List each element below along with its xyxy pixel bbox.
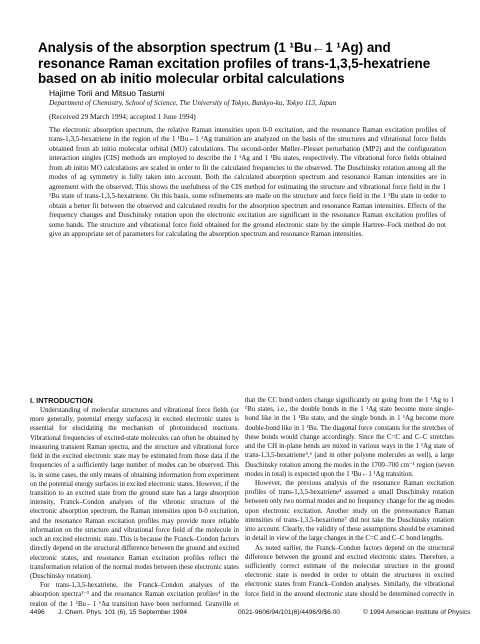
journal-citation: J. Chem. Phys. 101 (6), 15 September 1994 <box>58 609 188 616</box>
authors: Hajime Torii and Mitsuo Tasumi <box>49 88 165 98</box>
intro-paragraph-3: that the CC bond orders change significantly on going from the 1 ¹Ag to 1 ¹Bu states, i.e., the double bonds in the 1 ¹Ag state become more single-bond like in the 1 ¹Bu state, and the single bonds in 1 ¹Ag become more double-bond like in 1 ¹Bu. The diagonal force constants for the stretches of these bonds would change accordingly. Since the C=C and C–C stretches and the CH in-plane bends are mixed in various ways in the 1 ¹Ag state of trans-1,3,5-hexatriene⁵,⁶ (and in other polyene molecules as well), a large Duschinsky rotation among the modes in the 1700–700 cm⁻¹ region (seven modes in total) is expected upon the 1 ¹Bu←1 ¹Ag transition. <box>245 397 454 478</box>
intro-paragraph-1: Understanding of molecular structures and vibrational force fields (or more generally, potential energy surfaces) in excited electronic states is essential for elucidating the mechanism of photoinduced reactions. Vibrational frequencies of excited-state molecules can often be obtained by measuring transient Raman spectra, and the structure and vibrational force field in the excited electronic state may be estimated from those data if the frequencies of a sufficiently large number of modes can be observed. This is, in some cases, the only means of obtaining information from experiment on the potential energy surfaces in excited electronic states. However, if the transition to an excited state from the ground state has a large absorption intensity, Franck–Condon analyses of the vibronic structure of the electronic absorption spectrum, the Raman intensities upon 0-0 excitation, and the resonance Raman excitation profiles may provide more reliable information on the structure and vibrational force field of the molecule in such an excited electronic state. This is because the Franck–Condon factors directly depend on the structural difference between the ground and excited electronic states, and resonance Raman excitation profiles reflect the transformation relation of the normal modes between these electronic states (Duschinsky rotation). <box>30 407 239 580</box>
article-code: 0021-9606/94/101(6)/4496/9/$6.00 <box>238 609 340 616</box>
paper-title: Analysis of the absorption spectrum (1 ¹Bu←1 ¹Ag) and resonance Raman excitation profiles of trans-1,3,5-hexatriene based on ab initio molecular orbital calculations <box>38 40 431 86</box>
left-column <box>30 406 239 606</box>
page-footer <box>30 609 471 621</box>
intro-paragraph-4: However, the previous analysis of the resonance Raman excitation profiles of trans-1,3,5-hexatriene⁴ assumed a small Duschinsky rotation between only two normal modes and no frequency change for the ag modes upon electronic excitation. Another study on the preresonance Raman intensities of trans-1,3,5-hexatriene⁷ did not take the Duschinsky rotation into account. Clearly, the validity of these assumptions should be examined in detail in view of the large changes in the C=C and C–C bond lengths. <box>245 479 454 543</box>
section-heading: I. INTRODUCTION <box>30 396 93 405</box>
received-dates: (Received 29 March 1994; accepted 1 June 1994) <box>49 112 196 121</box>
intro-paragraph-2: For trans-1,3,5-hexatriene, the Franck–Condon analyses of the absorption spectra¹⁻³ and the resonance Raman excitation profiles⁴ in the region of the 1 ¹Bu←1 ¹Ag transition have been performed. Granville et <box>30 582 239 606</box>
copyright-notice: © 1994 American Institute of Physics <box>363 609 471 616</box>
abstract: The electronic absorption spectrum, the relative Raman intensities upon 0-0 excitation, and the resonance Raman excitation profiles of trans-1,3,5-hexatriene in the region of the 1 ¹Bu←1 ¹Ag transition are analyzed on the basis of the structures and vibrational force fields obtained from ab initio molecular orbital (MO) calculations. The second-order Møller–Plesset perturbation (MP2) and the configuration interaction singles (CIS) methods are employed to describe the 1 ¹Ag and 1 ¹Bu states, respectively. The vibrational force fields obtained from ab initio MO calculations are scaled in order to fit the calculated frequencies to the observed. The Duschinsky rotation among all the modes of ag symmetry is fully taken into account. Both the calculated absorption spectrum and resonance Raman intensities are in agreement with the observed. This shows the usefulness of the CIS method for estimating the structure and vibrational force field in the 1 ¹Bu state of trans-1,3,5-hexatriene. On this basis, some refinements are made on the structure and force field in the 1 ¹Bu state in order to obtain a better fit between the observed and calculated results for the absorption spectrum and resonance Raman intensities. Effects of the frequency changes and Duschinsky rotation upon the electronic excitation are significant in the resonance Raman excitation profiles of some bands. The structure and vibrational force field obtained for the ground electronic state by the simple Hartree–Fock method do not give an appropriate set of parameters for calculating the absorption spectrum and resonance Raman intensities. <box>49 126 446 239</box>
affiliation: Department of Chemistry, School of Science, The University of Tokyo, Bunkyo-ku, Tokyo 113, Japan <box>49 99 337 107</box>
right-column <box>245 396 454 596</box>
intro-paragraph-5: As noted earlier, the Franck–Condon factors depend on the structural difference between the ground and excited electronic states. Therefore, a sufficiently correct estimate of the molecular structure in the ground electronic state is needed in order to obtain the structures in excited electronic states from Franck–Condon analyses. Similarly, the vibrational force field in the ground electronic state should be determined correctly in <box>245 544 454 596</box>
page-number: 4496 <box>30 609 45 616</box>
